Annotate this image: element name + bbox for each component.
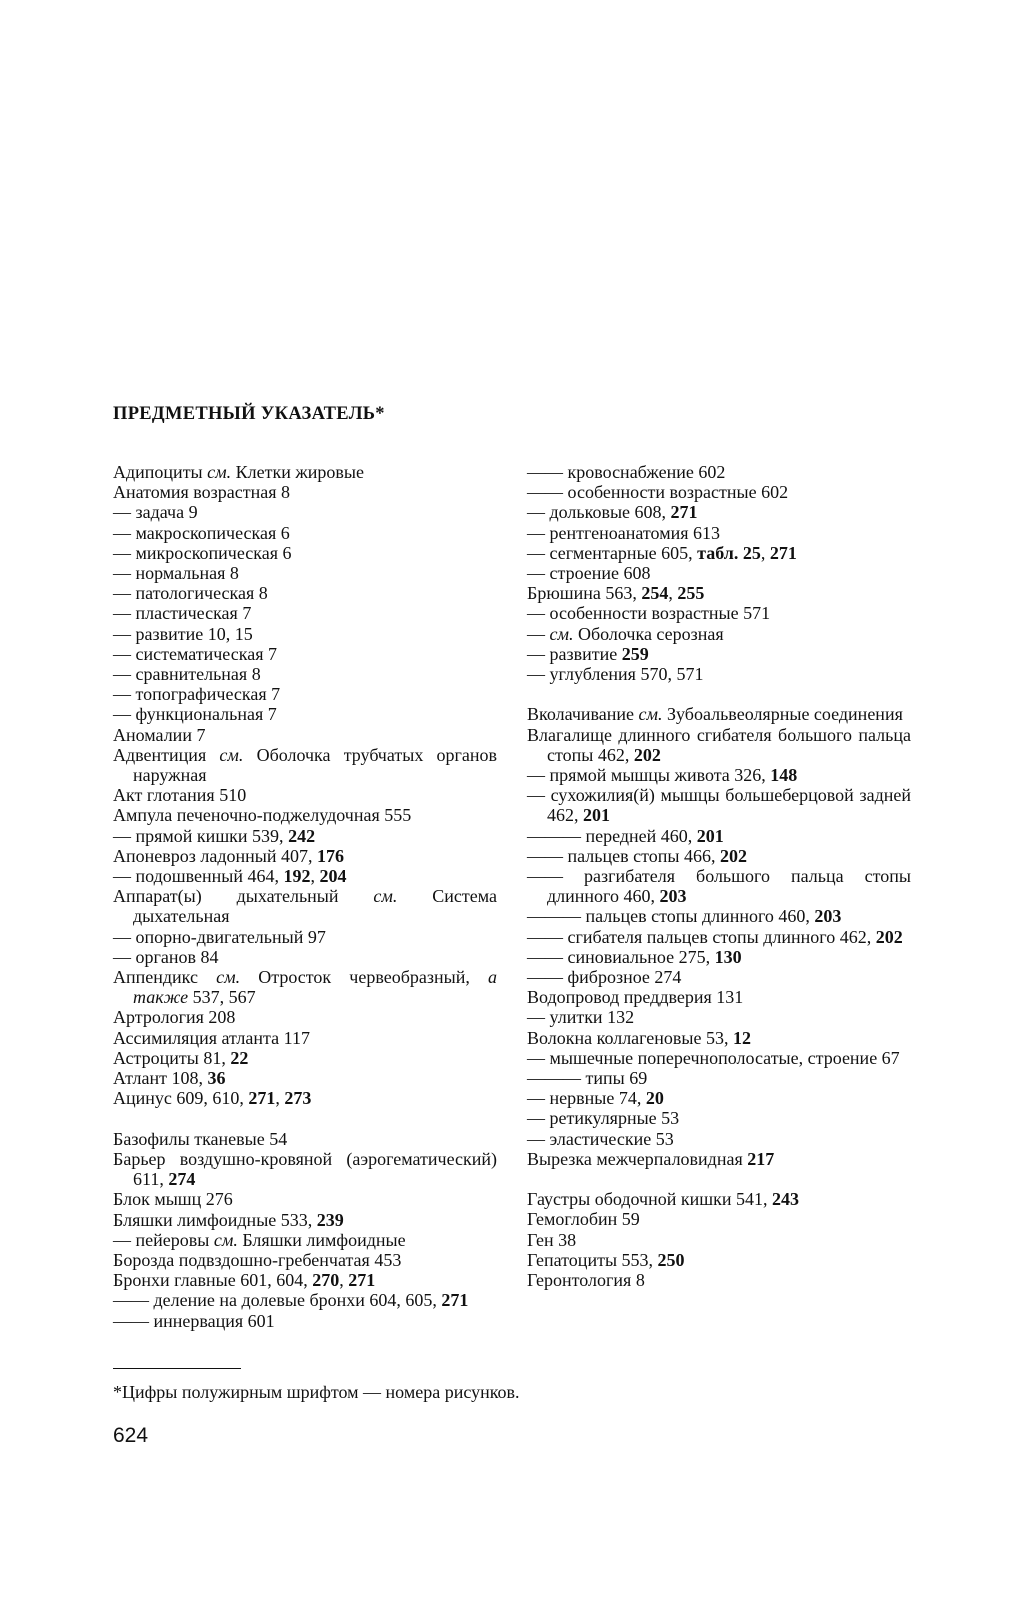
index-entry: —— фиброзное 274 xyxy=(527,967,682,988)
index-entry: Гемоглобин 59 xyxy=(527,1209,640,1230)
index-entry: Базофилы тканевые 54 xyxy=(113,1128,288,1149)
index-entry: —— разгибателя большого пальца стопы длинного 460, 203 xyxy=(527,866,911,907)
index-entry: — топографическая 7 xyxy=(113,684,281,705)
index-entry: — органов 84 xyxy=(113,946,219,967)
index-entry: — сухожилия(й) мышцы большеберцовой задней 462, 201 xyxy=(527,785,911,826)
section-gap xyxy=(527,1169,911,1189)
index-entry: Вырезка межчерпаловидная 217 xyxy=(527,1148,775,1169)
index-entry: —— иннервация 601 xyxy=(113,1310,275,1331)
index-entry: Брюшина 563, 254, 255 xyxy=(527,583,705,604)
index-entry: Геронтология 8 xyxy=(527,1270,645,1291)
index-entry: — сравнительная 8 xyxy=(113,664,261,685)
index-entry: Аппарат(ы) дыхательный см. Система дыхательная xyxy=(113,886,497,927)
index-entry: Ген 38 xyxy=(527,1229,577,1250)
index-entry: — нормальная 8 xyxy=(113,563,239,584)
index-column-left xyxy=(113,462,497,1331)
index-entry: Борозда подвздошно-гребенчатая 453 xyxy=(113,1249,402,1270)
index-entry: — особенности возрастные 571 xyxy=(527,603,771,624)
index-entry: — мышечные поперечнополосатые, строение 67 xyxy=(527,1047,900,1068)
index-entry: —— пальцев стопы 466, 202 xyxy=(527,845,747,866)
index-entry: —— сгибателя пальцев стопы длинного 462, 202 xyxy=(527,926,903,947)
index-entry: — опорно-двигательный 97 xyxy=(113,926,326,947)
index-entry: — углубления 570, 571 xyxy=(527,664,704,685)
index-entry: — патологическая 8 xyxy=(113,583,268,604)
section-gap xyxy=(527,684,911,704)
index-column-right xyxy=(527,462,911,1290)
index-entry: — дольковые 608, 271 xyxy=(527,502,698,523)
index-entry: — рентгеноанатомия 613 xyxy=(527,522,720,543)
index-entry: — микроскопическая 6 xyxy=(113,542,292,563)
index-entry: —— синовиальное 275, 130 xyxy=(527,946,742,967)
index-entry: Ацинус 609, 610, 271, 273 xyxy=(113,1088,312,1109)
index-entry: Атлант 108, 36 xyxy=(113,1068,226,1089)
index-entry: Блок мышц 276 xyxy=(113,1189,233,1210)
index-entry: — улитки 132 xyxy=(527,1007,635,1028)
index-entry: Анатомия возрастная 8 xyxy=(113,482,290,503)
index-entry: Барьер воздушно-кровяной (аэрогематический) 611, 274 xyxy=(113,1148,497,1190)
index-entry: Бляшки лимфоидные 533, 239 xyxy=(113,1209,344,1230)
index-entry: Вколачивание см. Зубоальвеолярные соединения xyxy=(527,704,903,725)
index-entry: Гаустры ободочной кишки 541, 243 xyxy=(527,1189,799,1210)
index-entry: ——— пальцев стопы длинного 460, 203 xyxy=(527,906,842,927)
index-entry: Аппендикс см. Отросток червеобразный, а также 537, 567 xyxy=(113,967,497,1008)
index-entry: — систематическая 7 xyxy=(113,643,277,664)
index-entry: Водопровод преддверия 131 xyxy=(527,987,744,1008)
index-entry: — сегментарные 605, табл. 25, 271 xyxy=(527,542,797,563)
index-entry: Адвентиция см. Оболочка трубчатых органов наружная xyxy=(113,744,498,786)
index-entry: Ассимиляция атланта 117 xyxy=(113,1027,310,1048)
index-entry: —— кровоснабжение 602 xyxy=(527,462,726,482)
index-entry: Аномалии 7 xyxy=(113,724,206,745)
index-entry: Акт глотания 510 xyxy=(113,785,247,806)
page-number: 624 xyxy=(113,1424,149,1447)
index-entry: — развитие 259 xyxy=(527,643,649,664)
index-entry: — прямой мышцы живота 326, 148 xyxy=(527,765,798,786)
index-entry: ——— типы 69 xyxy=(527,1068,648,1089)
index-entry: —— особенности возрастные 602 xyxy=(527,482,789,503)
index-entry: Гепатоциты 553, 250 xyxy=(527,1249,685,1270)
index-entry: Астроциты 81, 22 xyxy=(113,1047,249,1068)
section-gap xyxy=(113,1109,497,1129)
index-entry: Апоневроз ладонный 407, 176 xyxy=(113,845,344,866)
index-entry: — нервные 74, 20 xyxy=(527,1088,664,1109)
index-entry: — строение 608 xyxy=(527,563,651,584)
index-entry: Адипоциты см. Клетки жировые xyxy=(113,462,365,482)
index-entry: — макроскопическая 6 xyxy=(113,522,290,543)
index-entry: — пластическая 7 xyxy=(113,603,252,624)
index-entry: — прямой кишки 539, 242 xyxy=(113,825,316,846)
index-entry: Влагалище длинного сгибателя большого пальца стопы 462, 202 xyxy=(527,724,911,765)
index-entry: — функциональная 7 xyxy=(113,704,277,725)
index-entry: — задача 9 xyxy=(113,502,198,523)
index-entry: — см. Оболочка серозная xyxy=(527,623,724,644)
footnote: *Цифры полужирным шрифтом — номера рисунков. xyxy=(113,1382,520,1402)
index-entry: ——— передней 460, 201 xyxy=(527,825,724,846)
index-title: ПРЕДМЕТНЫЙ УКАЗАТЕЛЬ* xyxy=(113,404,385,424)
index-entry: — ретикулярные 53 xyxy=(527,1108,680,1129)
index-entry: —— деление на долевые бронхи 604, 605, 271 xyxy=(113,1290,469,1311)
index-entry: — эластические 53 xyxy=(527,1128,674,1149)
index-entry: — развитие 10, 15 xyxy=(113,623,253,644)
index-entry: Артрология 208 xyxy=(113,1007,236,1028)
index-entry: — подошвенный 464, 192, 204 xyxy=(113,866,347,887)
index-entry: Бронхи главные 601, 604, 270, 271 xyxy=(113,1270,376,1291)
footnote-rule xyxy=(113,1368,241,1369)
index-entry: Ампула печеночно-поджелудочная 555 xyxy=(113,805,412,826)
index-entry: — пейеровы см. Бляшки лимфоидные xyxy=(113,1229,406,1250)
index-entry: Волокна коллагеновые 53, 12 xyxy=(527,1027,752,1048)
